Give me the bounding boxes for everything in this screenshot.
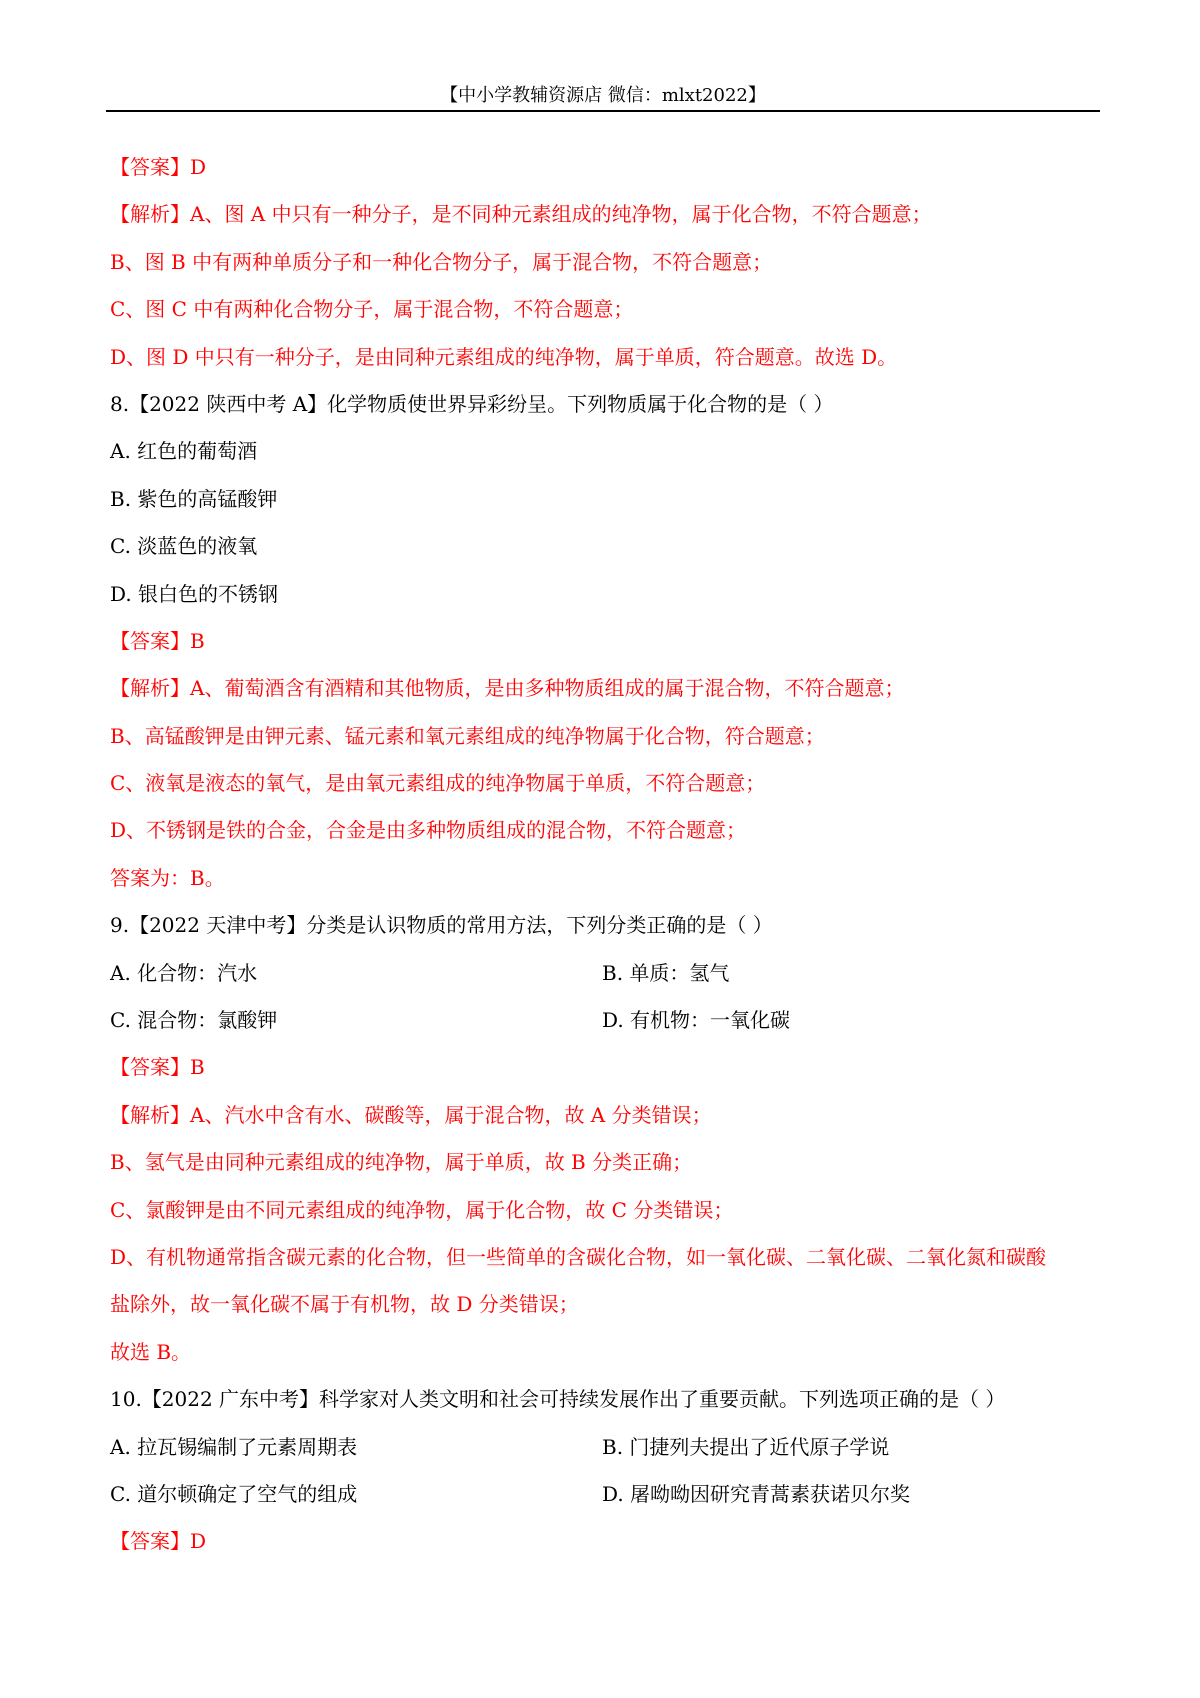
- q9-analysis-line: 盐除外，故一氧化碳不属于有机物，故 D 分类错误；: [110, 1292, 579, 1317]
- q9-stem: 9.【2022 天津中考】分类是认识物质的常用方法，下列分类正确的是（ ）: [110, 913, 773, 938]
- q10-options-row: [110, 1424, 1100, 1471]
- q8-analysis-line: 答案为：B。: [110, 865, 225, 890]
- q10-options-row: [110, 1471, 1100, 1518]
- q7-analysis-line: B、图 B 中有两种单质分子和一种化合物分子，属于混合物，不符合题意；: [110, 249, 773, 274]
- header-divider: [106, 110, 1100, 112]
- q7-analysis-line: 【解析】A、图 A 中只有一种分子，是不同种元素组成的纯净物，属于化合物，不符合题意；: [110, 202, 932, 227]
- q7-analysis-line: D、图 D 中只有一种分子，是由同种元素组成的纯净物，属于单质，符合题意。故选 D。: [110, 344, 898, 369]
- q8-option-c: C. 淡蓝色的液氧: [110, 534, 258, 559]
- q8-analysis-line: B、高锰酸钾是由钾元素、锰元素和氧元素组成的纯净物属于化合物，符合题意；: [110, 723, 825, 748]
- q7-answer: 【答案】D: [110, 155, 207, 179]
- q9-options-row: [110, 950, 1100, 997]
- q10-answer: 【答案】D: [110, 1529, 207, 1554]
- q10-option-c: C. 道尔顿确定了空气的组成: [110, 1481, 358, 1506]
- q10-option-a: A. 拉瓦锡编制了元素周期表: [110, 1434, 358, 1459]
- q10-stem: 10.【2022 广东中考】科学家对人类文明和社会可持续发展作出了重要贡献。下列选项正确的是（ ）: [110, 1387, 1006, 1412]
- q9-option-b: B. 单质：氢气: [602, 960, 730, 985]
- q9-analysis-line: 【解析】A、汽水中含有水、碳酸等，属于混合物，故 A 分类错误；: [110, 1102, 712, 1127]
- q9-option-c: C. 混合物：氯酸钾: [110, 1008, 278, 1033]
- q8-analysis-line: 【解析】A、葡萄酒含有酒精和其他物质，是由多种物质组成的属于混合物，不符合题意；: [110, 676, 905, 701]
- page-header: 【中小学教辅资源店 微信：mlxt2022】: [440, 85, 766, 106]
- q9-option-d: D. 有机物：一氧化碳: [602, 1008, 791, 1033]
- q8-analysis-line: C、液氧是液态的氧气，是由氧元素组成的纯净物属于单质，不符合题意；: [110, 771, 766, 796]
- q9-options-row: [110, 997, 1100, 1044]
- q8-answer: 【答案】B: [110, 628, 205, 653]
- q9-answer: 【答案】B: [110, 1055, 205, 1080]
- q8-stem: 8.【2022 陕西中考 A】化学物质使世界异彩纷呈。下列物质属于化合物的是（ ）: [110, 391, 834, 416]
- q7-analysis-line: C、图 C 中有两种化合物分子，属于混合物，不符合题意；: [110, 297, 634, 322]
- q9-analysis-line: C、氯酸钾是由不同元素组成的纯净物，属于化合物，故 C 分类错误；: [110, 1197, 734, 1222]
- q9-analysis-line: 故选 B。: [110, 1339, 192, 1364]
- q8-analysis-line: D、不锈钢是铁的合金，合金是由多种物质组成的混合物，不符合题意；: [110, 818, 747, 843]
- q10-option-b: B. 门捷列夫提出了近代原子学说: [602, 1434, 890, 1459]
- q10-option-d: D. 屠呦呦因研究青蒿素获诺贝尔奖: [602, 1481, 911, 1506]
- q9-option-a: A. 化合物：汽水: [110, 960, 258, 985]
- q8-option-a: A. 红色的葡萄酒: [110, 439, 258, 464]
- q8-option-d: D. 银白色的不锈钢: [110, 581, 279, 606]
- q9-analysis-line: B、氢气是由同种元素组成的纯净物，属于单质，故 B 分类正确；: [110, 1150, 693, 1175]
- document-body: [110, 144, 1100, 1566]
- q9-analysis-line: D、有机物通常指含碳元素的化合物，但一些简单的含碳化合物，如一氧化碳、二氧化碳、二氧化氮和碳酸: [110, 1244, 1047, 1269]
- q8-option-b: B. 紫色的高锰酸钾: [110, 486, 278, 511]
